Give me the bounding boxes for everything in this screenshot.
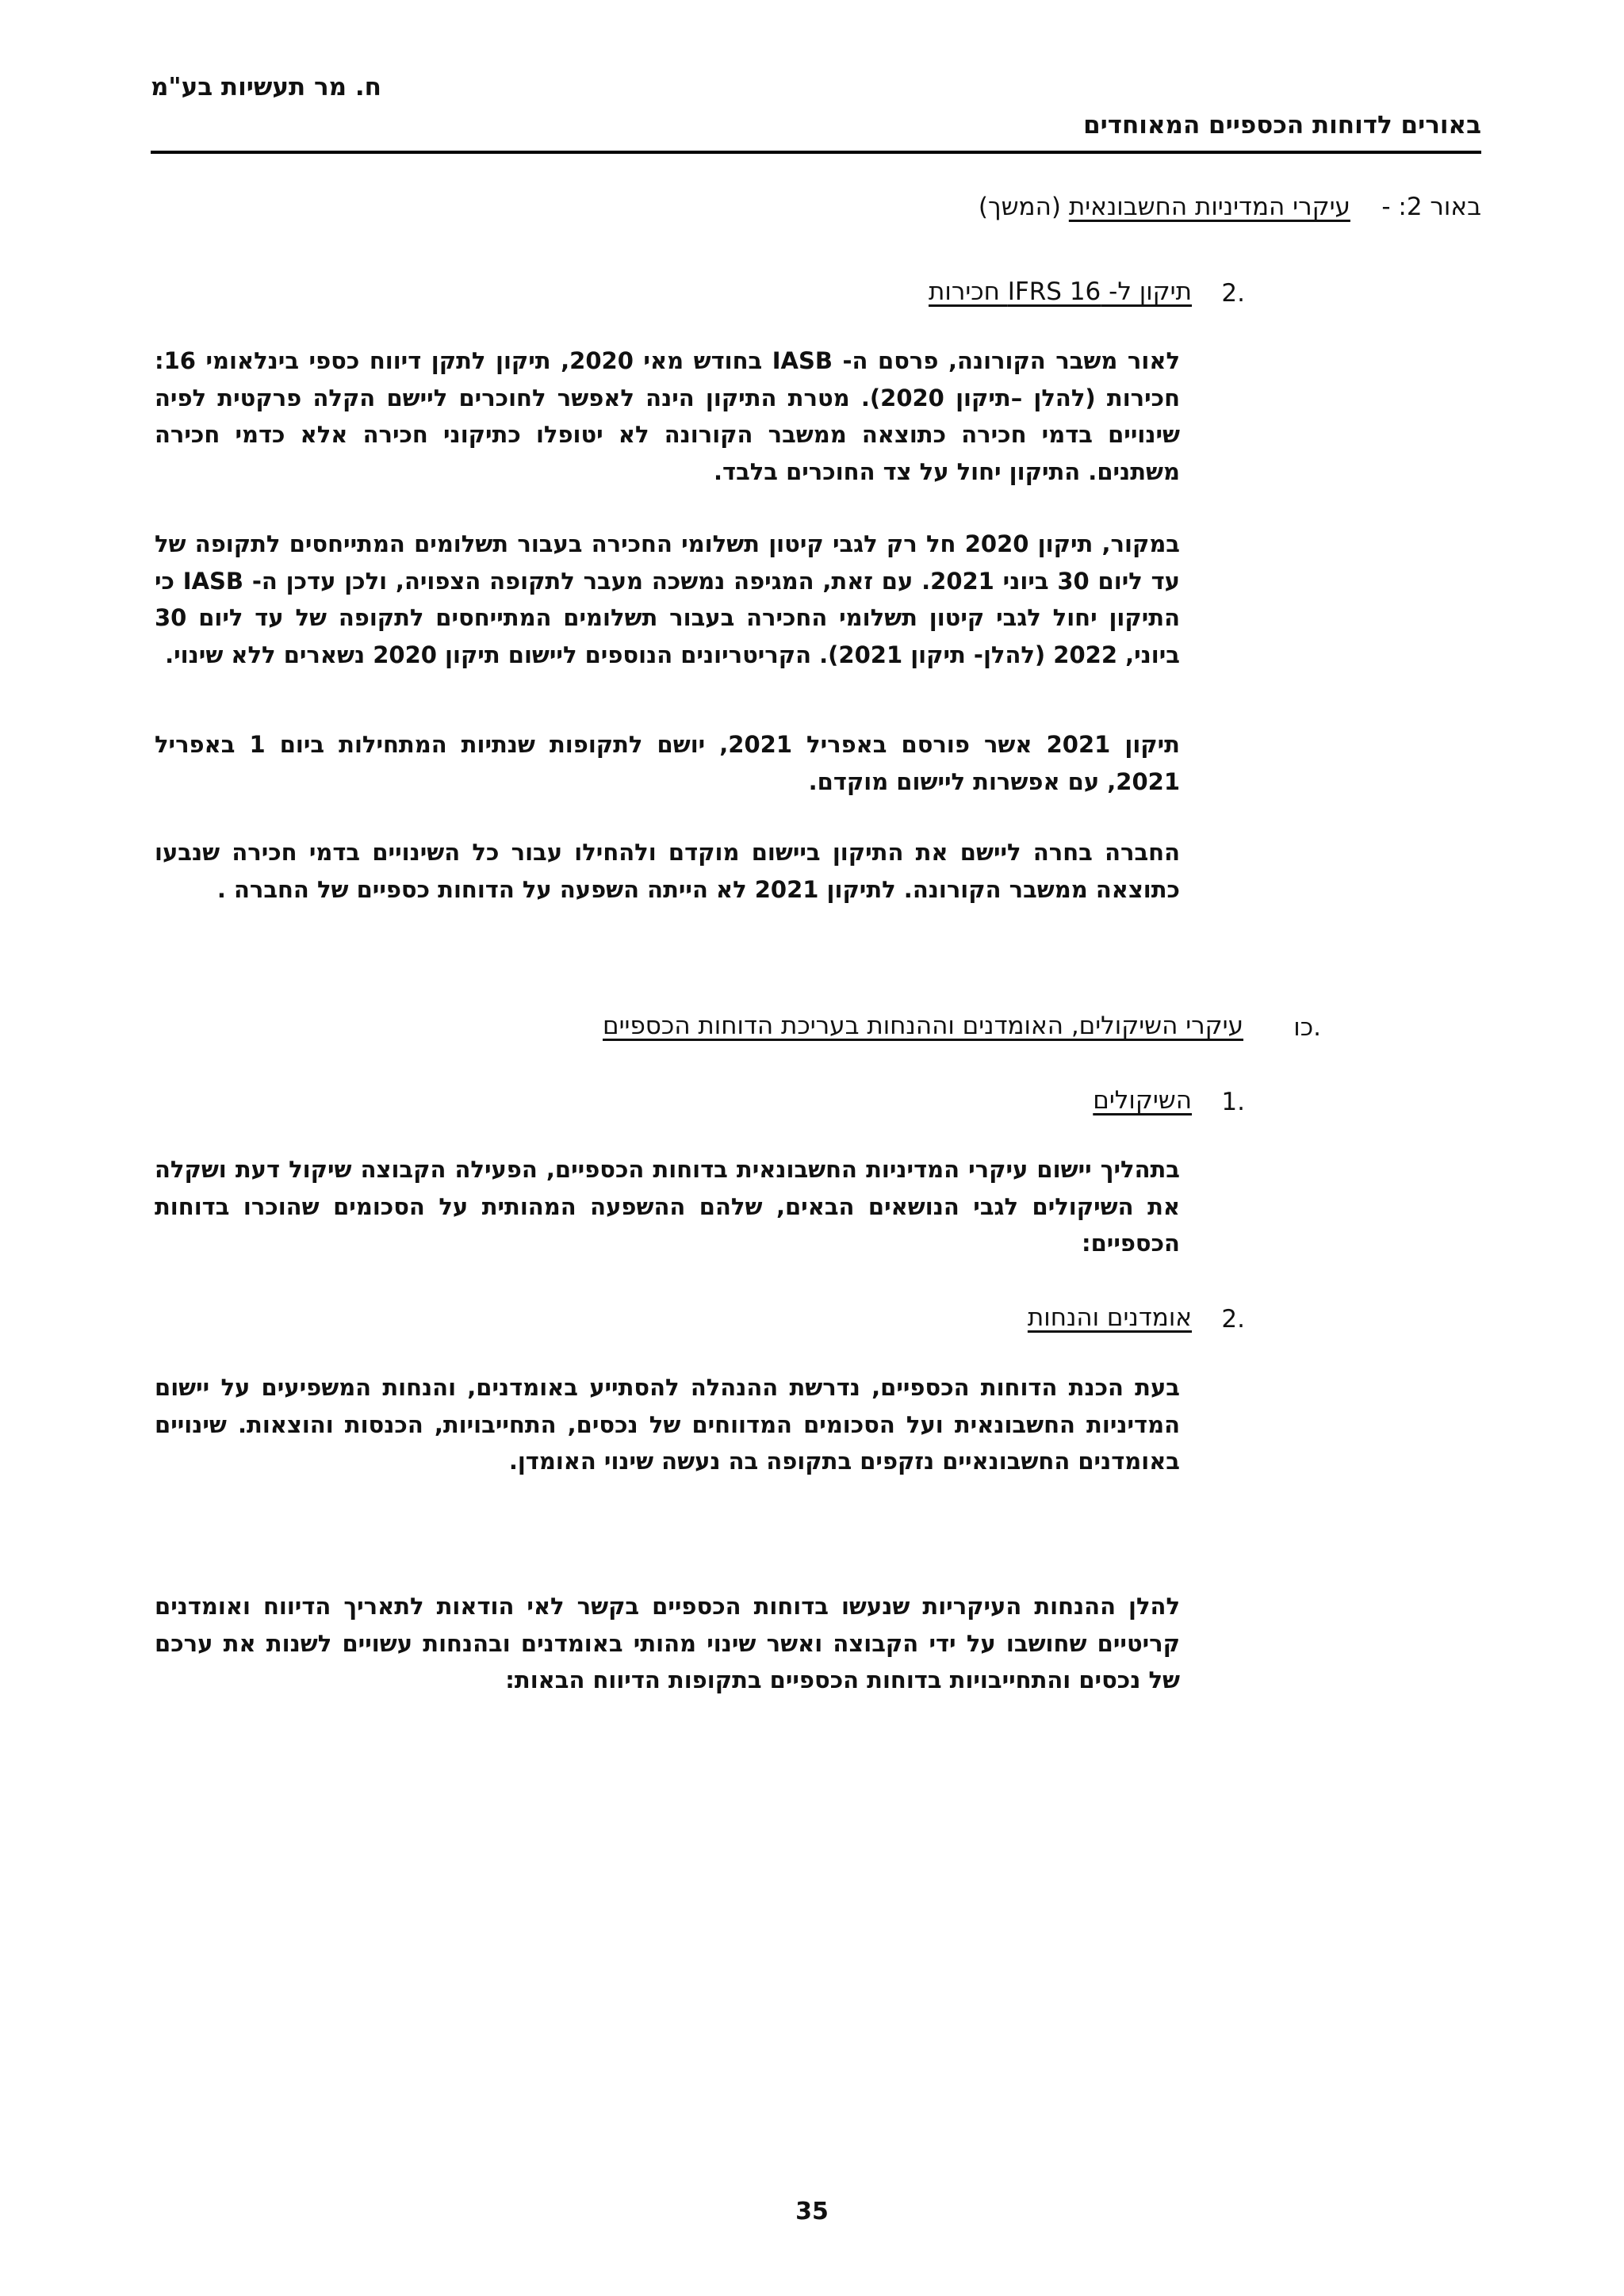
estimates-paragraph: בעת הכנת הדוחות הכספיים, נדרשת ההנהלה להסתייע באומדנים, והנחות המשפיעים על יישום המדיניות החשבונאית ועל הסכומים המדווחים של נכסים, התחייבויות, הכנסות והוצאות. שינויים באומדנים החשבונאיים נזקפים בתקופה בה נעשה שינוי האומדן.	[155, 1374, 1180, 1475]
ifrs16-number: 2.	[1221, 279, 1245, 308]
ifrs16-paragraph: החברה בחרה ליישם את התיקון ביישום מוקדם ולהחילו עבור כל השינויים בדמי חכירה שנבעו כתוצאה ממשבר הקורונה. לתיקון 2021 לא הייתה השפעה על הדוחות כספיים של החברה .	[155, 839, 1180, 903]
company-name: ח. מר תעשיות בע"מ	[151, 73, 381, 101]
ifrs16-paragraph: תיקון 2021 אשר פורסם באפריל 2021, יושם לתקופות שנתיות המתחילות ביום 1 באפריל 2021, עם אפשרות ליישום מוקדם.	[155, 731, 1180, 795]
judgments-number: 1.	[1221, 1088, 1245, 1116]
ifrs16-paragraph: לאור משבר הקורונה, פרסם ה- IASB בחודש מאי 2020, תיקון לתקן דיווח כספי בינלאומי 16: חכירות (להלן –תיקון 2020). מטרת התיקון הינה לאפשר לחוכרים ליישם הקלה פרקטית לפיה שינויים בדמי חכירה כתוצאה ממשבר הקורונה לא יטופלו כתיקוני חכירה אלא כדמי חכירה משתנים. התיקון יחול על צד החוכרים בלבד.	[155, 347, 1180, 485]
note-title: עיקרי המדיניות החשבונאית	[1068, 193, 1350, 221]
judgments-paragraph: בתהליך יישום עיקרי המדיניות החשבונאית בדוחות הכספיים, הפעילה הקבוצה שיקול דעת ושקלה את השיקולים לגבי הנושאים הבאים, שלהם ההשפעה המהותית על הסכומים שהוכרו בדוחות הכספיים:	[155, 1156, 1180, 1257]
note-continued: (המשך)	[978, 193, 1061, 221]
page-number: 35	[795, 2198, 829, 2225]
estimates-title: אומדנים והנחות	[1027, 1303, 1192, 1332]
note-label: באור 2: -	[1381, 193, 1481, 221]
estimates-paragraph: להלן ההנחות העיקריות שנעשו בדוחות הכספיים בקשר לאי הודאות לתאריך הדיווח ואומדנים קריטיים שחושבו על ידי הקבוצה ואשר שינוי מהותי באומדנים ובהנחות עשויים לשנות את ערכם של נכסים והתחייבויות בדוחות הכספיים בתקופות הדיווח הבאות:	[155, 1593, 1180, 1693]
document-title: באורים לדוחות הכספיים המאוחדים	[1083, 111, 1481, 140]
judgments-title: השיקולים	[1093, 1086, 1192, 1115]
ifrs16-paragraph: במקור, תיקון 2020 חל רק לגבי קיטון תשלומי החכירה בעבור תשלומים המתייחסים לתקופה של עד ליום 30 ביוני 2021. עם זאת, המגיפה נמשכה מעבר לתקופה הצפויה, ולכן עדכן ה- IASB כי התיקון יחול לגבי קיטון תשלומי החכירה בעבור תשלומים המתייחסים לתקופה של עד ליום 30 ביוני, 2022 (להלן- תיקון 2021). הקריטריונים הנוספים ליישום תיקון 2020 נשארים ללא שינוי.	[155, 530, 1180, 668]
estimates-number: 2.	[1221, 1305, 1245, 1334]
note-heading	[979, 193, 1481, 221]
ifrs16-title: תיקון ל- IFRS 16 חכירות	[929, 277, 1192, 306]
section-title: עיקרי השיקולים, האומדנים וההנחות בעריכת הדוחות הכספיים	[603, 1012, 1243, 1040]
header-divider	[151, 151, 1481, 154]
section-label: כו.	[1293, 1013, 1321, 1042]
